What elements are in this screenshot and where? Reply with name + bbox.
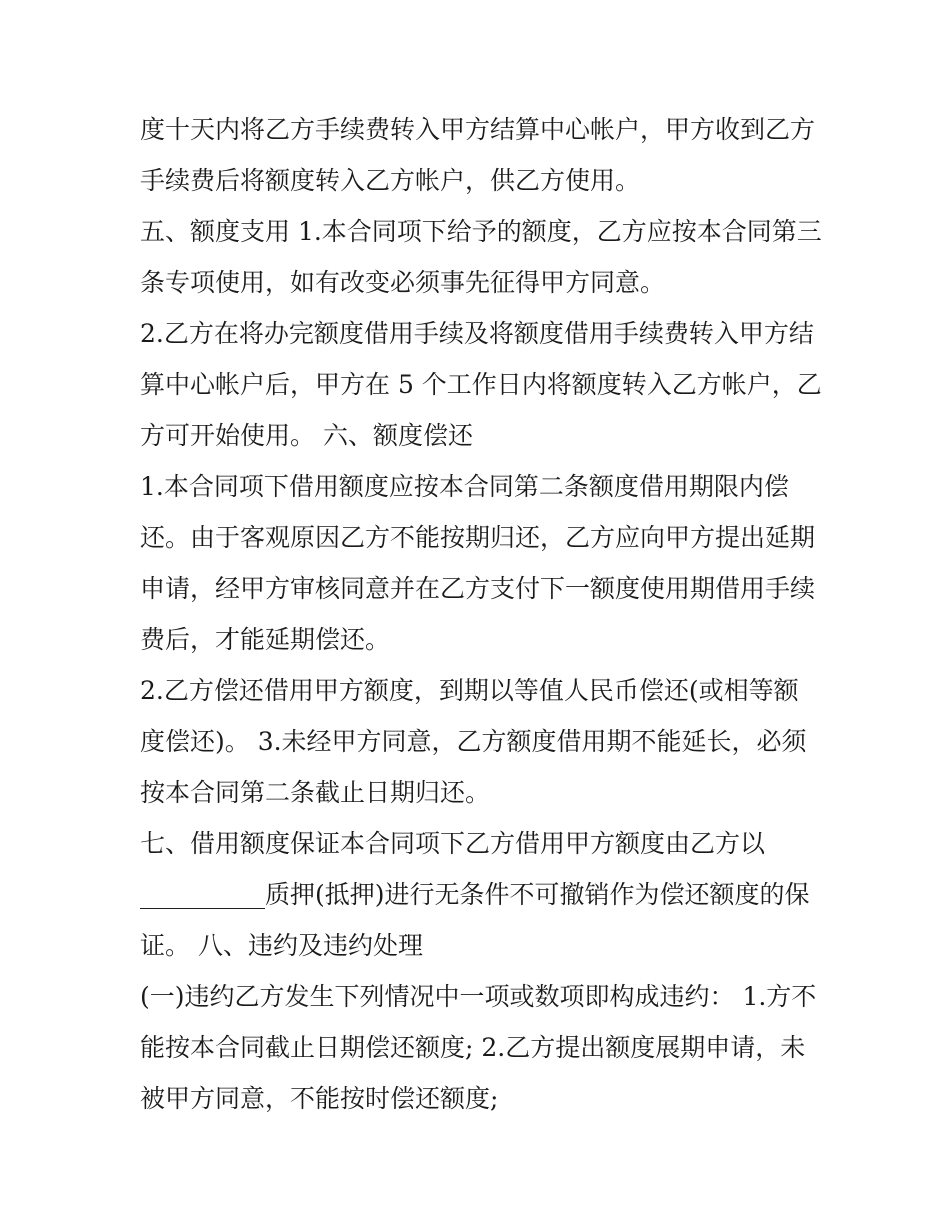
text-line: 七、借用额度保证本合同项下乙方借用甲方额度由乙方以 bbox=[140, 829, 766, 858]
text-line: 申请，经甲方审核同意并在乙方支付下一额度使用期借用手续 bbox=[140, 574, 816, 603]
text-line: (一)违约乙方发生下列情况中一项或数项即构成违约： 1.方不 bbox=[140, 982, 817, 1011]
document-body bbox=[140, 104, 830, 1124]
text-line: 度十天内将乙方手续费转入甲方结算中心帐户，甲方收到乙方 bbox=[140, 115, 816, 144]
text-line: 算中心帐户后，甲方在 5 个工作日内将额度转入乙方帐户，乙 bbox=[140, 370, 822, 399]
text-line: 还。由于客观原因乙方不能按期归还，乙方应向甲方提出延期 bbox=[140, 523, 816, 552]
text-line: 条专项使用，如有改变必须事先征得甲方同意。 bbox=[140, 268, 666, 297]
text-line: 费后，才能延期偿还。 bbox=[140, 625, 391, 654]
text-line: 方可开始使用。 六、额度偿还 bbox=[140, 421, 473, 450]
text-line: 被甲方同意，不能按时偿还额度; bbox=[140, 1084, 499, 1113]
text-line: 按本合同第二条截止日期归还。 bbox=[140, 778, 491, 807]
text-line: 1.本合同项下借用额度应按本合同第二条额度借用期限内偿 bbox=[140, 472, 789, 501]
text-line: __________质押(抵押)进行无条件不可撤销作为偿还额度的保 bbox=[140, 880, 810, 909]
text-line: 手续费后将额度转入乙方帐户，供乙方使用。 bbox=[140, 166, 641, 195]
text-line: 能按本合同截止日期偿还额度; 2.乙方提出额度展期申请，未 bbox=[140, 1033, 806, 1062]
text-line: 2.乙方在将办完额度借用手续及将额度借用手续费转入甲方结 bbox=[140, 319, 814, 348]
text-line: 2.乙方偿还借用甲方额度，到期以等值人民币偿还(或相等额 bbox=[140, 676, 799, 705]
text-line: 度偿还)。 3.未经甲方同意，乙方额度借用期不能延长，必须 bbox=[140, 727, 807, 756]
text-line: 五、额度支用 1.本合同项下给予的额度，乙方应按本合同第三 bbox=[140, 217, 822, 246]
text-line: 证。 八、违约及违约处理 bbox=[140, 931, 423, 960]
